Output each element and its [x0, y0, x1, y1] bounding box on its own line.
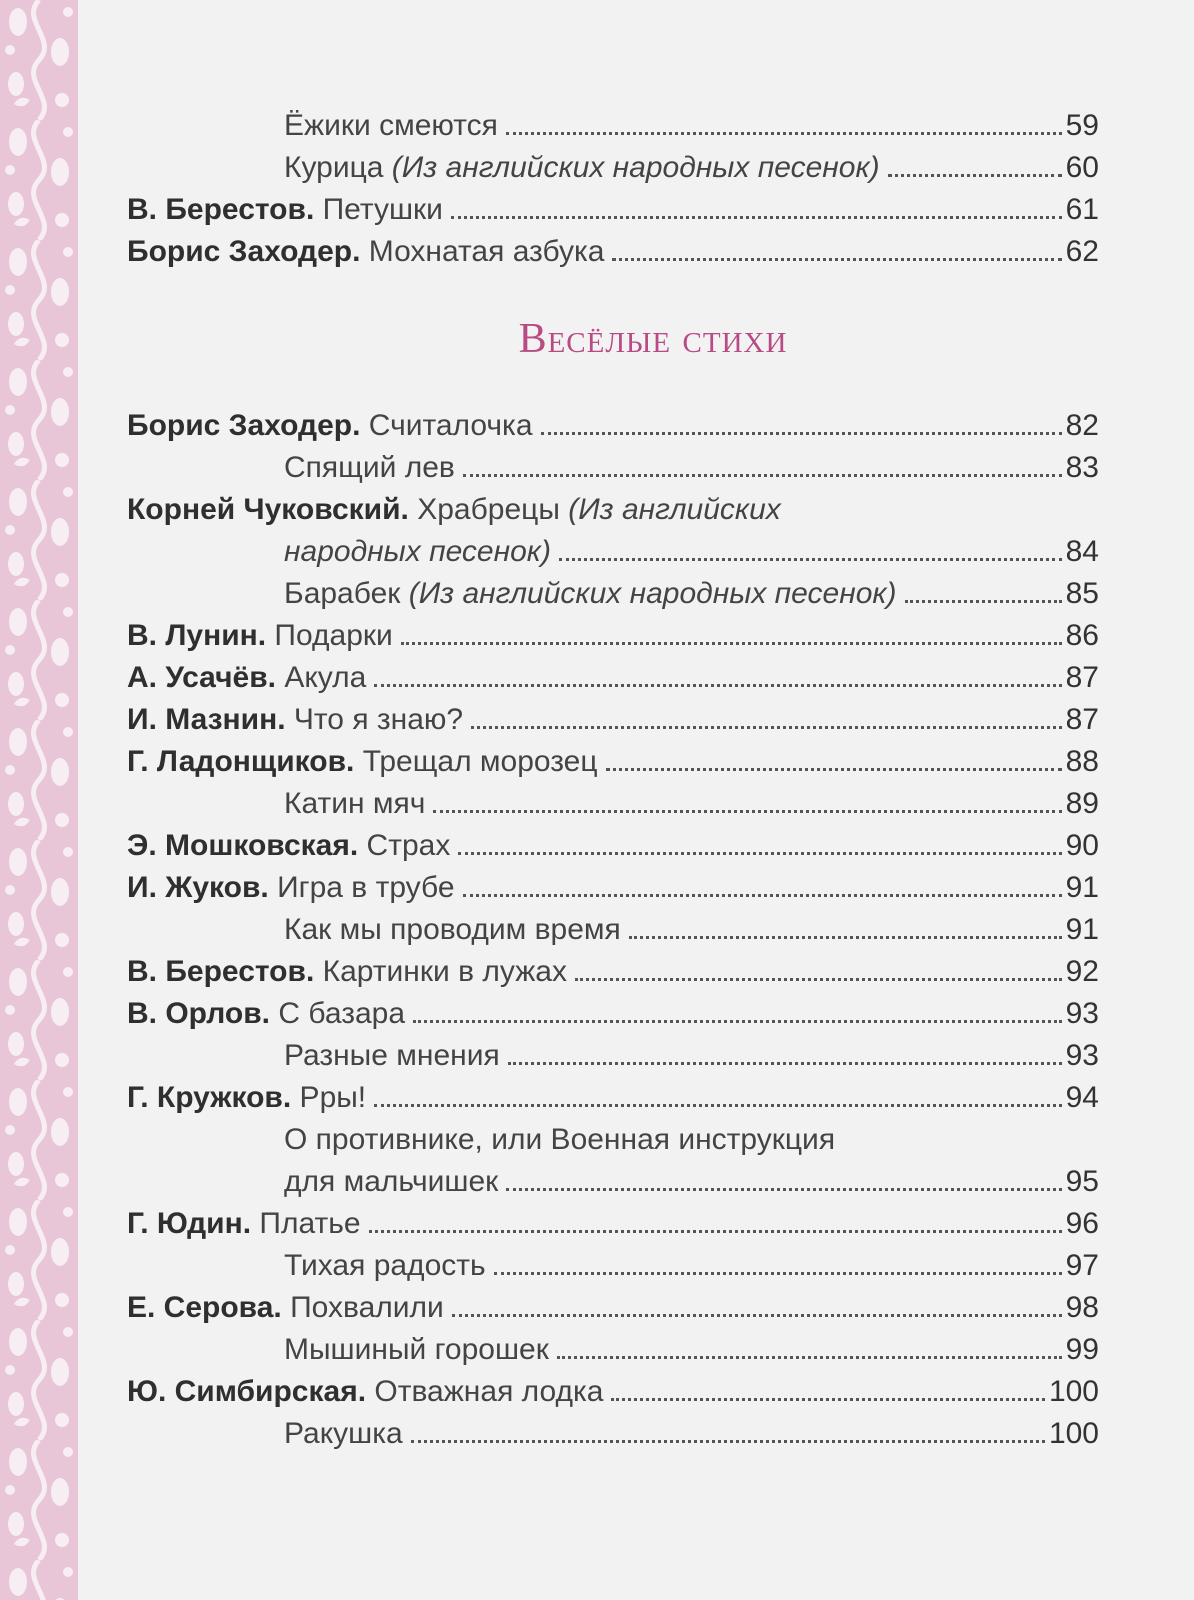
toc-entry — [127, 573, 1099, 615]
entry-title: Считалочка — [360, 409, 533, 442]
toc-entry — [127, 615, 1099, 657]
page-number: 85 — [1065, 577, 1099, 610]
dot-leader — [401, 641, 1062, 645]
entry-note: (Из английских народных песенок) — [408, 577, 897, 610]
page-number: 62 — [1065, 235, 1099, 268]
dot-leader — [374, 1103, 1061, 1107]
toc-entry — [127, 1245, 1099, 1287]
page-number: 82 — [1065, 409, 1099, 442]
entry-author: Г. Кружков. — [127, 1081, 292, 1114]
entry-author: Г. Юдин. — [127, 1207, 252, 1240]
page-number: 91 — [1065, 871, 1099, 904]
entry-title: Картинки в лужах — [314, 955, 567, 988]
entry-title: Ракушка — [284, 1417, 403, 1450]
entry-title: Спящий лев — [284, 451, 455, 484]
entry-title: Мышиный горошек — [284, 1333, 549, 1366]
entry-title: Разные мнения — [284, 1039, 500, 1072]
toc-entry — [127, 825, 1099, 867]
entry-title: Что я знаю? — [285, 703, 464, 736]
entry-title: Как мы проводим время — [284, 913, 621, 946]
page-number: 100 — [1048, 1375, 1099, 1408]
entry-title: Подарки — [266, 619, 393, 652]
entry-note-continued: народных песенок) — [284, 535, 551, 568]
dot-leader — [369, 1229, 1062, 1233]
toc-entry — [127, 783, 1099, 825]
entry-author: В. Берестов. — [127, 193, 315, 226]
dot-leader — [374, 683, 1061, 687]
toc-entry — [127, 1077, 1099, 1119]
dot-leader — [452, 1313, 1062, 1317]
toc-entry — [127, 699, 1099, 741]
page-number: 99 — [1065, 1333, 1099, 1366]
entry-author: Борис Заходер. — [127, 235, 361, 268]
entry-author: И. Жуков. — [127, 871, 269, 904]
dot-leader — [451, 215, 1062, 219]
entry-title: Отважная лодка — [366, 1375, 604, 1408]
entry-title: Петушки — [314, 193, 443, 226]
entry-title: Храбрецы — [408, 493, 569, 526]
entry-author: В. Берестов. — [127, 955, 315, 988]
page-number: 100 — [1048, 1417, 1099, 1450]
entry-title: Ёжики смеются — [284, 109, 498, 142]
entry-author: Г. Ладонщиков. — [127, 745, 355, 778]
dot-leader — [508, 1061, 1062, 1065]
entry-title: Барабек — [284, 577, 409, 610]
entry-author: Э. Мошковская. — [127, 829, 359, 862]
dot-leader — [611, 1397, 1044, 1401]
dot-leader — [471, 725, 1062, 729]
toc-entry — [127, 405, 1099, 447]
dot-leader — [612, 257, 1061, 261]
dot-leader — [413, 1019, 1062, 1023]
page-number: 92 — [1065, 955, 1099, 988]
entry-author: Корней Чуковский. — [127, 493, 409, 526]
dot-leader — [458, 851, 1061, 855]
entry-author: В. Орлов. — [127, 997, 271, 1030]
toc-entry — [127, 489, 1099, 573]
toc-entry — [127, 1119, 1099, 1203]
page-number: 91 — [1065, 913, 1099, 946]
page-number: 90 — [1065, 829, 1099, 862]
entry-title: Тихая радость — [284, 1249, 486, 1282]
entry-title: Катин мяч — [284, 787, 426, 820]
page-number: 97 — [1065, 1249, 1099, 1282]
dot-leader — [888, 173, 1062, 177]
page-number: 60 — [1065, 151, 1099, 184]
page-number: 87 — [1065, 661, 1099, 694]
entry-title: Акула — [275, 661, 367, 694]
entry-author: Борис Заходер. — [127, 409, 361, 442]
dot-leader — [541, 431, 1062, 435]
section-entry-list — [127, 405, 1099, 1455]
page-number: 93 — [1065, 997, 1099, 1030]
entry-title: Похвалили — [281, 1291, 444, 1324]
entry-author: Ю. Симбирская. — [127, 1375, 367, 1408]
dot-leader — [411, 1439, 1045, 1443]
page-number: 87 — [1065, 703, 1099, 736]
page-number: 84 — [1065, 535, 1099, 568]
toc-entry — [127, 447, 1099, 489]
entry-author: Е. Серова. — [127, 1291, 282, 1324]
toc-entry — [127, 993, 1099, 1035]
page-number: 89 — [1065, 787, 1099, 820]
toc-entry — [127, 1329, 1099, 1371]
entry-title: Курица — [284, 151, 392, 184]
dot-leader — [506, 1187, 1061, 1191]
page-number: 86 — [1065, 619, 1099, 652]
dot-leader — [494, 1271, 1062, 1275]
toc-entry — [127, 1413, 1099, 1455]
entry-note: (Из английских народных песенок) — [391, 151, 880, 184]
toc-entry — [127, 1371, 1099, 1413]
table-of-contents — [127, 105, 1099, 1455]
page-number: 93 — [1065, 1039, 1099, 1072]
entry-title-continued: для мальчишек — [284, 1165, 499, 1198]
dot-leader — [506, 131, 1062, 135]
floral-border-ornament — [0, 0, 78, 1600]
toc-entry — [127, 147, 1099, 189]
toc-entry — [127, 1287, 1099, 1329]
dot-leader — [557, 1355, 1062, 1359]
page-number: 96 — [1065, 1207, 1099, 1240]
dot-leader — [905, 599, 1062, 603]
page-number: 83 — [1065, 451, 1099, 484]
entry-author: А. Усачёв. — [127, 661, 276, 694]
entry-author: И. Мазнин. — [127, 703, 286, 736]
toc-entry — [127, 867, 1099, 909]
dot-leader — [559, 557, 1062, 561]
entry-title: Рры! — [291, 1081, 367, 1114]
entry-title: С базара — [270, 997, 406, 1030]
page-number: 95 — [1065, 1165, 1099, 1198]
dot-leader — [629, 935, 1062, 939]
page-number: 98 — [1065, 1291, 1099, 1324]
toc-entry — [127, 105, 1099, 147]
page-number: 59 — [1065, 109, 1099, 142]
toc-entry — [127, 1035, 1099, 1077]
toc-entry — [127, 741, 1099, 783]
entry-title: Трещал морозец — [354, 745, 598, 778]
section-heading: Весёлые стихи — [518, 316, 788, 362]
dot-leader — [463, 473, 1062, 477]
page-number: 88 — [1065, 745, 1099, 778]
dot-leader — [575, 977, 1062, 981]
dot-leader — [606, 767, 1062, 771]
toc-entry — [127, 1203, 1099, 1245]
toc-entry — [127, 189, 1099, 231]
toc-entry — [127, 657, 1099, 699]
page-number: 94 — [1065, 1081, 1099, 1114]
toc-entry — [127, 231, 1099, 273]
page-number: 61 — [1065, 193, 1099, 226]
entry-title: Страх — [358, 829, 451, 862]
entry-title: Игра в трубе — [268, 871, 455, 904]
entry-title: Мохнатая азбука — [360, 235, 605, 268]
entry-title: О противнике, или Военная инструкция — [284, 1123, 836, 1156]
toc-entry — [127, 951, 1099, 993]
entry-author: В. Лунин. — [127, 619, 267, 652]
dot-leader — [433, 809, 1061, 813]
floral-pattern-icon — [0, 0, 78, 1600]
entry-title: Платье — [251, 1207, 361, 1240]
toc-entry — [127, 909, 1099, 951]
entry-note: (Из английских — [568, 493, 781, 526]
dot-leader — [463, 893, 1062, 897]
